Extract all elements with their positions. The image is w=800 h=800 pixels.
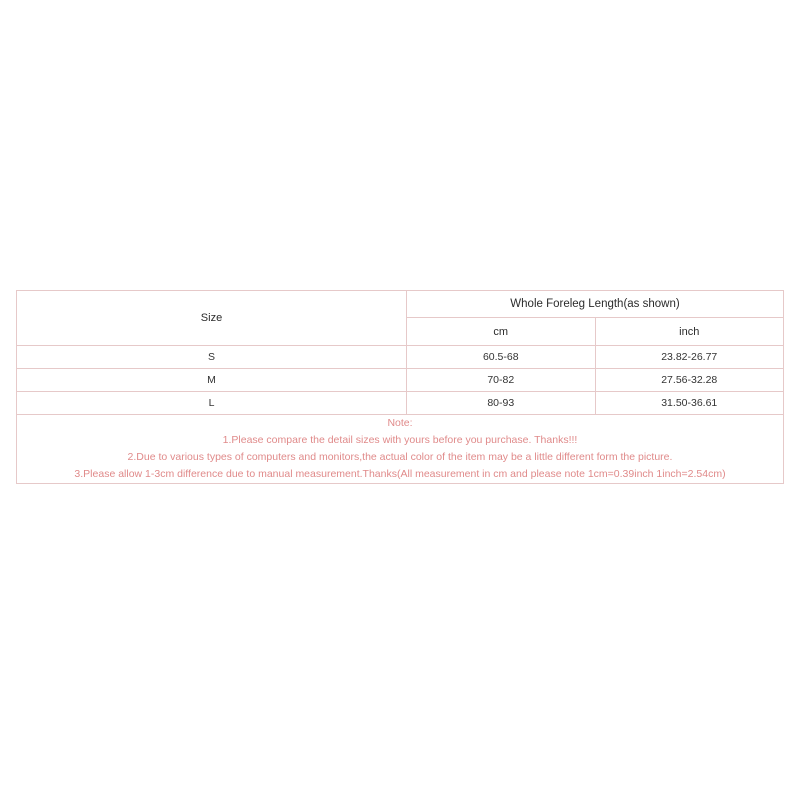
table-row — [17, 346, 784, 369]
row-inch-m: 27.56-32.28 — [595, 369, 784, 392]
note-line-1: 1.Please compare the detail sizes with yours before you purchase. Thanks!!! — [222, 434, 578, 446]
row-inch-l: 31.50-36.61 — [595, 392, 784, 415]
note-title: Note: — [387, 417, 413, 429]
row-size-s: S — [17, 346, 407, 369]
header-group-label: Whole Foreleg Length(as shown) — [407, 291, 784, 318]
header-unit-inch: inch — [595, 318, 784, 346]
table-row — [17, 392, 784, 415]
table-row — [17, 369, 784, 392]
row-size-l: L — [17, 392, 407, 415]
note-line-3: 3.Please allow 1-3cm difference due to manual measurement.Thanks(All measurement in cm and please note 1cm=0.39inch 1inch=2.54cm) — [74, 468, 726, 480]
header-size-label: Size — [17, 291, 407, 346]
row-size-m: M — [17, 369, 407, 392]
row-cm-l: 80-93 — [407, 392, 596, 415]
row-cm-m: 70-82 — [407, 369, 596, 392]
note-line-2: 2.Due to various types of computers and monitors,the actual color of the item may be a little different form the picture. — [127, 451, 673, 463]
note-block — [17, 415, 784, 484]
row-cm-s: 60.5-68 — [407, 346, 596, 369]
header-unit-cm: cm — [407, 318, 596, 346]
size-chart-table — [16, 290, 784, 484]
row-inch-s: 23.82-26.77 — [595, 346, 784, 369]
note-row — [17, 415, 784, 484]
table-header-row — [17, 291, 784, 318]
